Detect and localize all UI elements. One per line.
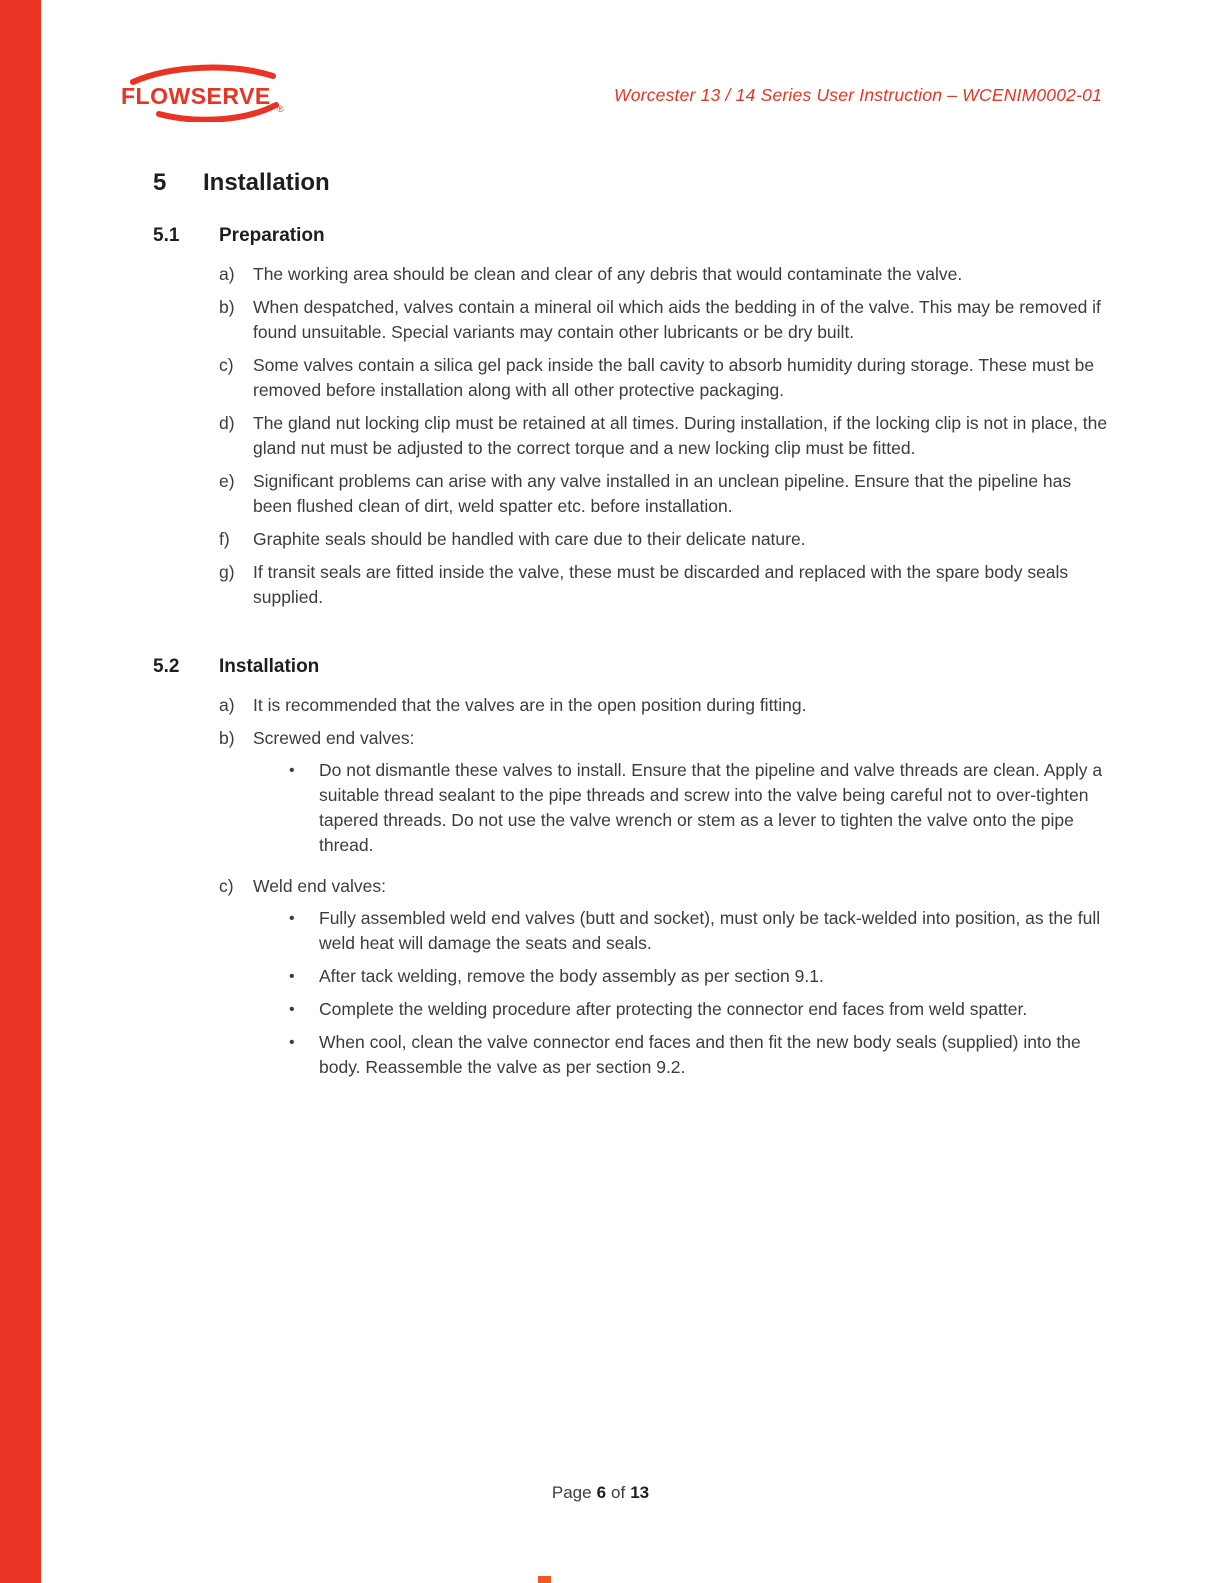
flowserve-logo [119, 64, 291, 127]
item-marker: c) [219, 876, 234, 896]
item-text: Screwed end valves: [253, 728, 415, 748]
list-item [219, 262, 1108, 287]
footer-total-pages: 13 [630, 1483, 650, 1502]
subsection-heading-5-2 [153, 656, 1108, 678]
bullet-icon: • [289, 762, 295, 779]
page-header [41, 0, 1220, 127]
bullet-icon: • [289, 1001, 295, 1018]
list-item [219, 469, 1108, 519]
item-marker: a) [219, 695, 235, 715]
list-5-1 [219, 262, 1108, 610]
page-footer [41, 1483, 1160, 1503]
bullet-item [289, 997, 1108, 1022]
subsection-title: Preparation [219, 225, 325, 246]
item-body [253, 726, 1108, 866]
bullet-item [289, 964, 1108, 989]
bullet-icon: • [289, 968, 295, 985]
logo-registered-mark: ® [277, 104, 284, 114]
flowserve-logo-graphic [119, 64, 291, 122]
list-item [219, 726, 1108, 866]
item-marker: c) [219, 355, 234, 375]
item-body [253, 874, 1108, 1088]
list-5-2 [219, 693, 1108, 1088]
footer-page-number: 6 [596, 1483, 607, 1502]
page-body [41, 127, 1220, 1088]
logo-text: FLOWSERVE [121, 83, 271, 109]
item-marker: g) [219, 562, 235, 582]
item-marker: a) [219, 264, 235, 284]
bullet-text: Fully assembled weld end valves (butt and socket), must only be tack-welded into position, as the full weld heat will damage the seats and seals. [319, 908, 1101, 953]
item-text: Significant problems can arise with any valve installed in an unclean pipeline. Ensure that the pipeline has been flushed clean of dirt, weld spatter etc. before installation. [253, 471, 1072, 516]
list-item [219, 560, 1108, 610]
item-text: Some valves contain a silica gel pack inside the ball cavity to absorb humidity during storage. These must be removed before installation along with all other protective packaging. [253, 355, 1095, 400]
bullet-icon: • [289, 910, 295, 927]
page-edge-artifact [538, 1576, 551, 1583]
item-marker: f) [219, 529, 230, 549]
bullet-icon: • [289, 1034, 295, 1051]
subsection-title: Installation [219, 656, 320, 677]
item-marker: d) [219, 413, 235, 433]
logo-swoosh-top-icon [133, 68, 273, 82]
list-item [219, 874, 1108, 1088]
bullet-text: When cool, clean the valve connector end faces and then fit the new body seals (supplied) into the body. Reassemble the valve as per section 9.2. [319, 1032, 1081, 1077]
item-text: The working area should be clean and clear of any debris that would contaminate the valve. [253, 264, 963, 284]
left-accent-bar [0, 0, 41, 1583]
list-item [219, 295, 1108, 345]
list-item [219, 527, 1108, 552]
footer-page-label: Page [551, 1483, 592, 1502]
subsection-number: 5.1 [153, 225, 180, 246]
bullet-item [289, 1030, 1108, 1080]
item-text: Weld end valves: [253, 876, 386, 896]
bullet-item [289, 906, 1108, 956]
bullet-list [253, 906, 1108, 1080]
section-title: Installation [203, 169, 330, 196]
item-text: It is recommended that the valves are in the open position during fitting. [253, 695, 807, 715]
item-marker: b) [219, 297, 235, 317]
item-marker: b) [219, 728, 235, 748]
subsection-number: 5.2 [153, 656, 180, 677]
bullet-list [253, 758, 1108, 858]
list-item [219, 693, 1108, 718]
footer-of-label: of [611, 1483, 626, 1502]
bullet-text: Do not dismantle these valves to install. Ensure that the pipeline and valve threads are clean. Apply a suitable thread sealant to the pipe threads and screw into the valve being careful not to over-tighten tapered threads. Do not use the valve wrench or stem as a lever to tighten the valve onto the pipe thread. [319, 760, 1103, 855]
bullet-text: After tack welding, remove the body assembly as per section 9.1. [319, 966, 824, 986]
section-number: 5 [153, 169, 167, 196]
item-text: Graphite seals should be handled with care due to their delicate nature. [253, 529, 806, 549]
list-item [219, 353, 1108, 403]
document-page [41, 0, 1220, 1583]
subsection-heading-5-1 [153, 225, 1108, 247]
item-text: If transit seals are fitted inside the valve, these must be discarded and replaced with the spare body seals supplied. [253, 562, 1069, 607]
bullet-text: Complete the welding procedure after protecting the connector end faces from weld spatter. [319, 999, 1028, 1019]
document-title: Worcester 13 / 14 Series User Instruction – WCENIM0002-01 [614, 85, 1102, 105]
item-text: When despatched, valves contain a mineral oil which aids the bedding in of the valve. This may be removed if found unsuitable. Special variants may contain other lubricants or be dry built. [253, 297, 1101, 342]
bullet-item [289, 758, 1108, 858]
section-heading [153, 169, 1108, 197]
list-item [219, 411, 1108, 461]
item-text: The gland nut locking clip must be retained at all times. During installation, if the locking clip is not in place, the gland nut must be adjusted to the correct torque and a new locking clip must be fitted. [253, 413, 1108, 458]
item-marker: e) [219, 471, 235, 491]
